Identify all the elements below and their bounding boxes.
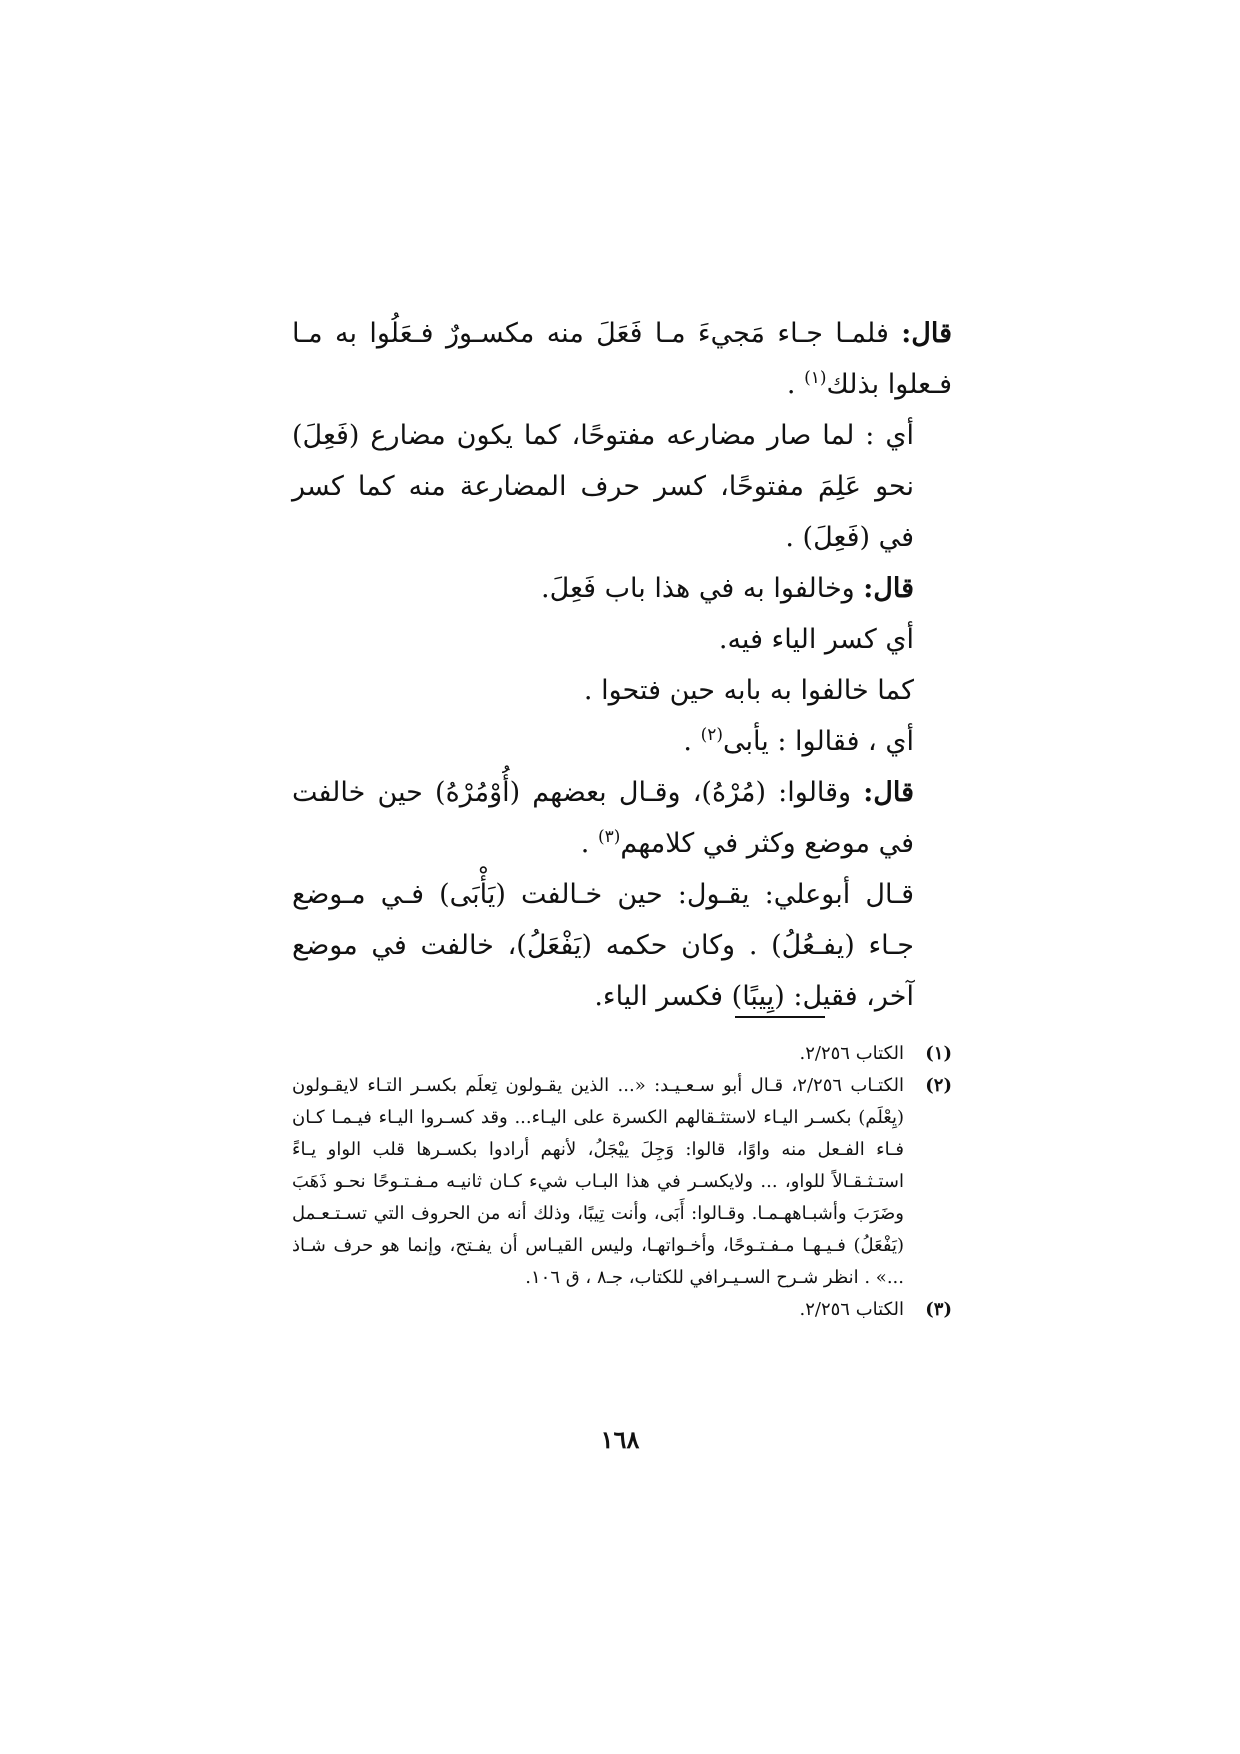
paragraph-3: [292, 563, 952, 614]
paragraph-4: [292, 614, 952, 665]
footnotes: [292, 1038, 952, 1326]
paragraph-2: [292, 410, 952, 563]
footnote-ref-1: (١): [804, 368, 827, 388]
paragraph-2-text: أي : لما صار مضارعه مفتوحًا، كما يكون مضارع (فَعِلَ) نحو عَلِمَ مفتوحًا، كسر حرف المضارعة منه كما كسر في (فَعِلَ) .: [292, 420, 914, 553]
main-text: [292, 308, 952, 1022]
paragraph-4-text: أي كسر الياء فيه.: [718, 624, 914, 655]
footnote-1: [292, 1038, 952, 1070]
page-number: ١٦٨: [600, 1425, 640, 1454]
paragraph-5-text: كما خالفوا به بابه حين فتحوا .: [583, 675, 914, 706]
paragraph-3-text: وخالفوا به في هذا باب فَعِلَ.: [541, 573, 855, 604]
footnote-number: (١): [925, 1043, 952, 1064]
qala-label: قال:: [863, 573, 914, 604]
paragraph-1: [292, 308, 952, 410]
paragraph-5: [292, 665, 952, 716]
footnote-text: الكتاب ٢/٢٥٦.: [799, 1299, 904, 1320]
qala-label: قال:: [863, 777, 914, 808]
footnote-2: [292, 1070, 952, 1294]
footnote-text: الكتاب ٢/٢٥٦.: [799, 1043, 904, 1064]
footnote-ref-2: (٢): [700, 725, 723, 745]
paragraph-7-text: وقالوا: (مُرْهُ)، وقـال بعضهم (أُوْمُرْهُ) حين خالفت في موضع وكثر في كلامهم: [292, 777, 914, 859]
paragraph-8-text: قـال أبوعلي: يقـول: حين خـالفت (يَأْبَى) فـي مـوضع جـاء (يفـعُلُ) . وكان حكمه (يَفْعَلُ)، خالفت في موضع آخر، فقيل: (يِيبًا) فكسر الياء.: [292, 879, 914, 1012]
paragraph-6: [292, 716, 952, 767]
footnote-ref-3: (٣): [597, 827, 621, 847]
paragraph-6-text: أي ، فقالوا : يأبى: [722, 726, 914, 757]
footnote-separator: [735, 1016, 825, 1018]
paragraph-1-end: .: [786, 369, 796, 400]
footnote-number: (٣): [925, 1299, 952, 1320]
footnote-number: (٢): [925, 1075, 952, 1096]
paragraph-1-text: فلمـا جـاء مَجيءَ مـا فَعَلَ منه مكسـورٌ فـعَلُوا به مـا فـعلوا بذلك: [292, 318, 952, 400]
paragraph-8: [292, 869, 952, 1022]
paragraph-7-end: .: [580, 828, 590, 859]
footnote-3: [292, 1294, 952, 1326]
paragraph-6-end: .: [683, 726, 692, 757]
footnote-text: الكتـاب ٢/٢٥٦، قـال أبو سـعـيـد: «... الذين يقـولون تِعلَم بكسـر التـاء لايقـولون (يِعْلَم) بكسـر اليـاء لاستثـقالهم الكسرة على اليـاء... وقد كسـروا اليـاء فيـمـا كـان فـاء الفـعل منه واوًا، قالوا: وَجِلَ ييْجَلُ، لأنهم أرادوا بكسـرها قلب الواو يـاءً استـثـقـالاً للواو، ... ولايكسـر في هذا البـاب شيء كـان ثانيـه مـفـتـوحًا نحـو ذَهَبَ وضَرَبَ وأشبـاههـمـا. وقـالوا: أَبَى، وأنت تِيبًا، وذلك أنه من الحروف التي تسـتـعـمل (يَفْعَلُ) فـيـهـا مـفـتـوحًا، وأخـواتهـا، وليس القيـاس أن يفـتح، وإنما هو حرف شـاذ ...» . انظر شـرح السـيـرافي للكتاب، جـ٨ ، ق ١٠٦.: [292, 1075, 904, 1288]
paragraph-7: [292, 767, 952, 869]
qala-label: قال:: [901, 318, 952, 349]
